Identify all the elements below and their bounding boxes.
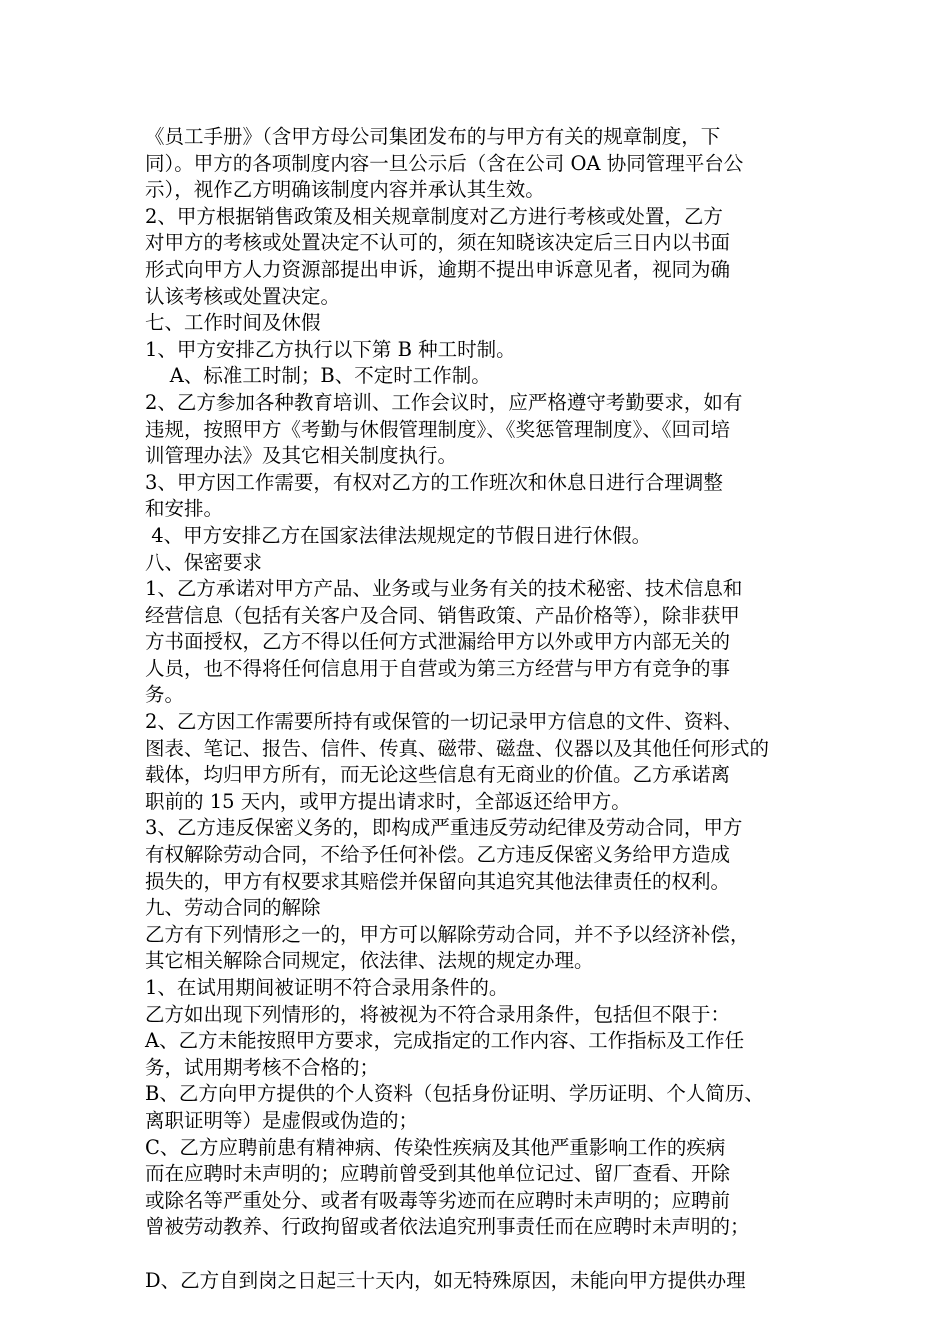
text-line: 形式向甲方人力资源部提出申诉，逾期不提出申诉意见者，视同为确 [145, 257, 731, 281]
text-line: 职前的 15 天内，或甲方提出请求时，全部返还给甲方。 [145, 789, 631, 813]
text-line: 务。 [145, 683, 185, 707]
text-line: 1、乙方承诺对甲方产品、业务或与业务有关的技术秘密、技术信息和 [145, 577, 743, 601]
section-heading: 九、劳动合同的解除 [145, 896, 321, 920]
text-line: 1、甲方安排乙方执行以下第 B 种工时制。 [145, 337, 516, 361]
text-line: 损失的，甲方有权要求其赔偿并保留向其追究其他法律责任的权利。 [145, 869, 731, 893]
document-body [145, 124, 825, 1294]
text-line: 图表、笔记、报告、信件、传真、磁带、磁盘、仪器以及其他任何形式的 [145, 736, 770, 760]
text-line: A、标准工时制；B、不定时工作制。 [145, 364, 491, 388]
text-line: 和安排。 [145, 497, 224, 521]
text-line: A、乙方未能按照甲方要求，完成指定的工作内容、工作指标及工作任 [145, 1029, 745, 1053]
text-line: 4、甲方安排乙方在国家法律法规规定的节假日进行休假。 [145, 523, 652, 547]
text-line: 示），视作乙方明确该制度内容并承认其生效。 [145, 178, 545, 202]
text-line: 经营信息（包括有关客户及合同、销售政策、产品价格等），除非获甲 [145, 603, 740, 627]
text-line: 认该考核或处置决定。 [145, 284, 341, 308]
text-line: 2、乙方因工作需要所持有或保管的一切记录甲方信息的文件、资料、 [145, 710, 743, 734]
text-line: 曾被劳动教养、行政拘留或者依法追究刑事责任而在应聘时未声明的； [145, 1215, 750, 1239]
text-line: 《员工手册》（含甲方母公司集团发布的与甲方有关的规章制度，下 [145, 125, 721, 148]
text-line: 2、甲方根据销售政策及相关规章制度对乙方进行考核或处置，乙方 [145, 204, 723, 228]
blank-line [145, 1241, 825, 1268]
text-line: B、乙方向甲方提供的个人资料（包括身份证明、学历证明、个人简历、 [145, 1082, 764, 1106]
text-line: 乙方有下列情形之一的，甲方可以解除劳动合同，并不予以经济补偿， [145, 922, 750, 946]
text-line: 3、甲方因工作需要，有权对乙方的工作班次和休息日进行合理调整 [145, 470, 723, 494]
text-line: 务，试用期考核不合格的； [145, 1055, 380, 1079]
section-heading: 七、工作时间及休假 [145, 311, 321, 335]
text-line: 而在应聘时未声明的；应聘前曾受到其他单位记过、留厂查看、开除 [145, 1162, 731, 1186]
text-line: 1、在试用期间被证明不符合录用条件的。 [145, 976, 509, 999]
text-line: 对甲方的考核或处置决定不认可的，须在知晓该决定后三日内以书面 [145, 231, 731, 255]
text-line: 同）。甲方的各项制度内容一旦公示后（含在公司 OA 协同管理平台公 [145, 151, 744, 175]
text-line: 训管理办法》及其它相关制度执行。 [145, 444, 458, 468]
text-line: 离职证明等）是虚假或伪造的； [145, 1108, 419, 1132]
text-line: 乙方如出现下列情形的，将被视为不符合录用条件，包括但不限于： [145, 1002, 731, 1026]
text-line: 违规，按照甲方《考勤与休假管理制度》、《奖惩管理制度》、《回司培 [145, 417, 731, 441]
text-line: 其它相关解除合同规定，依法律、法规的规定办理。 [145, 949, 594, 973]
text-line: D、乙方自到岗之日起三十天内，如无特殊原因，未能向甲方提供办理 [145, 1268, 746, 1292]
text-line: 载体，均归甲方所有，而无论这些信息有无商业的价值。乙方承诺离 [145, 763, 731, 787]
text-line: C、乙方应聘前患有精神病、传染性疾病及其他严重影响工作的疾病 [145, 1135, 726, 1159]
text-line: 2、乙方参加各种教育培训、工作会议时，应严格遵守考勤要求，如有 [145, 390, 743, 414]
section-heading: 八、保密要求 [145, 550, 263, 574]
text-line: 有权解除劳动合同，不给予任何补偿。乙方违反保密义务给甲方造成 [145, 843, 731, 867]
text-line: 方书面授权，乙方不得以任何方式泄漏给甲方以外或甲方内部无关的 [145, 630, 731, 654]
text-line: 3、乙方违反保密义务的，即构成严重违反劳动纪律及劳动合同，甲方 [145, 816, 743, 840]
text-line: 或除名等严重处分、或者有吸毒等劣迹而在应聘时未声明的；应聘前 [145, 1188, 731, 1212]
text-line: 人员，也不得将任何信息用于自营或为第三方经营与甲方有竞争的事 [145, 656, 731, 680]
